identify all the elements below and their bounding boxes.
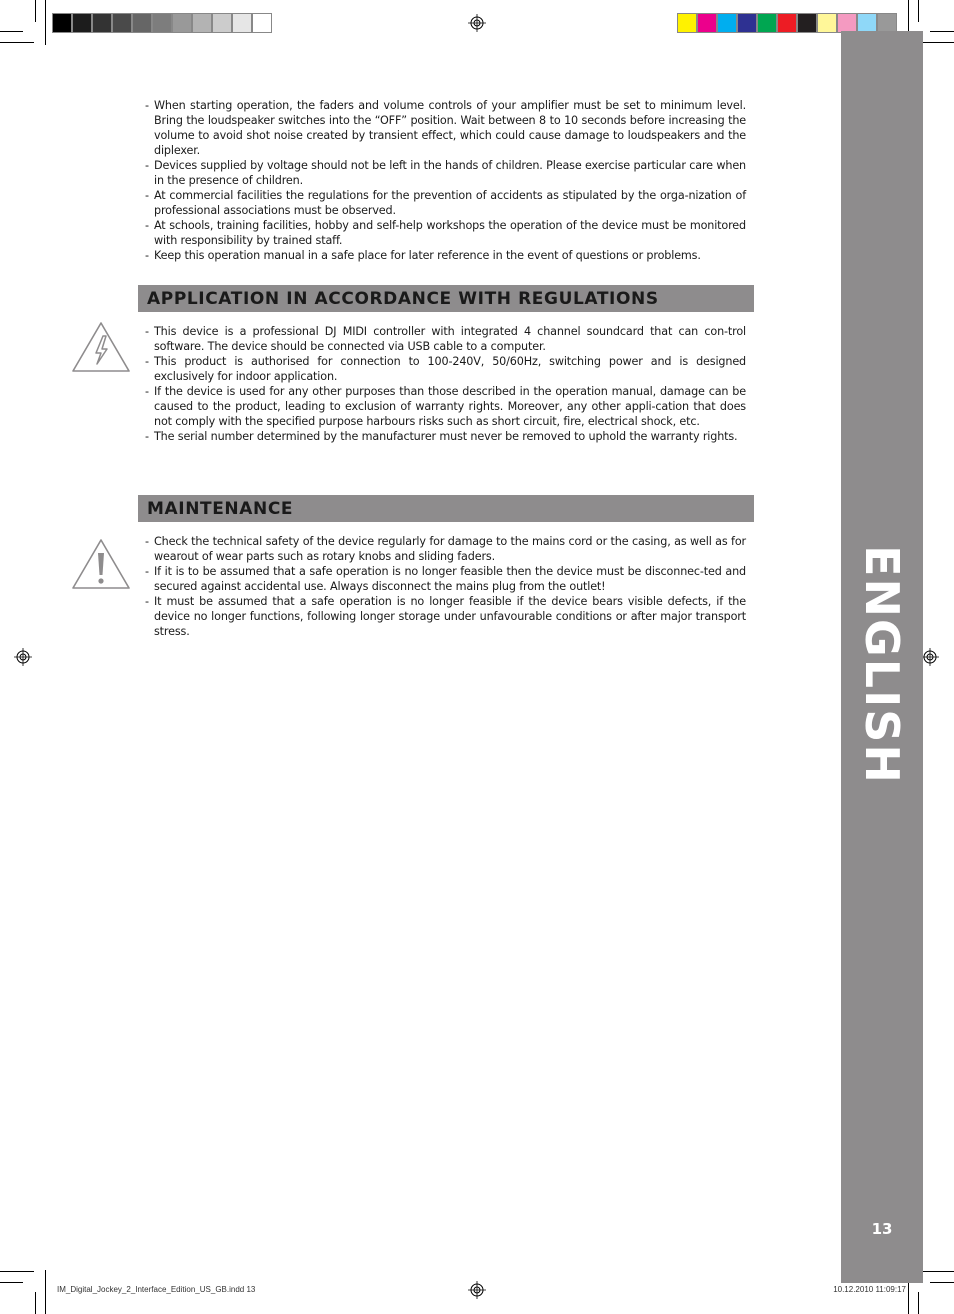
maintenance-list [144, 534, 746, 639]
list-item: - It must be assumed that a safe operation is no longer feasible if the device bears visible defects, if the device no longer functions, following longer storage under unfavourable conditions or after major transport stress. [144, 594, 746, 639]
registration-mark-icon [468, 14, 486, 32]
footer-file-info: IM_Digital_Jockey_2_Interface_Edition_US_GB.indd 13 [57, 1285, 256, 1294]
color-swatch [112, 13, 132, 33]
crop-mark [930, 1282, 954, 1283]
color-swatch [252, 13, 272, 33]
list-item: - At commercial facilities the regulations for the prevention of accidents as stipulated by the orga-nization of professional associations must be observed. [144, 188, 746, 218]
color-swatch [777, 13, 797, 33]
list-item: - This device is a professional DJ MIDI controller with integrated 4 channel soundcard that can con-trol software. The device should be connected via USB cable to a computer. [144, 324, 746, 354]
crop-mark [930, 31, 954, 32]
list-item: - At schools, training facilities, hobby and self-help workshops the operation of the device must be monitored with responsibility by trained staff. [144, 218, 746, 248]
color-swatch [737, 13, 757, 33]
crop-mark [918, 0, 919, 22]
crop-mark [0, 1282, 23, 1283]
electric-shock-warning-icon [71, 321, 131, 373]
color-swatch [857, 13, 877, 33]
color-swatch [212, 13, 232, 33]
crop-mark [920, 42, 954, 43]
color-swatch [797, 13, 817, 33]
crop-mark [0, 31, 23, 32]
crop-mark [45, 0, 46, 45]
crop-mark [0, 1271, 34, 1272]
sidebar-language-label [841, 545, 923, 785]
crop-mark [45, 1270, 46, 1314]
color-swatch [172, 13, 192, 33]
registration-mark-icon [468, 1281, 486, 1299]
application-list [144, 324, 746, 444]
list-item: - Check the technical safety of the device regularly for damage to the mains cord or the casing, as well as for wearout of wear parts such as rotary knobs and sliding faders. [144, 534, 746, 564]
crop-mark [918, 1292, 919, 1314]
color-swatch [72, 13, 92, 33]
list-item: - When starting operation, the faders and volume controls of your amplifier must be set to minimum level. Bring the loudspeaker switches into the “OFF” position. Wait between 8 to 10 seconds before increasing the volume to avoid shot noise created by transient effect, which could cause damage to loudspeakers and the diplexer. [144, 98, 746, 158]
color-swatch [697, 13, 717, 33]
application-heading-text: APPLICATION IN ACCORDANCE WITH REGULATIONS [147, 289, 659, 309]
color-swatch [717, 13, 737, 33]
footer-timestamp: 10.12.2010 11:09:17 [833, 1285, 906, 1294]
color-swatch [152, 13, 172, 33]
color-swatch [817, 13, 837, 33]
crop-mark [0, 42, 34, 43]
grayscale-color-bar [52, 13, 272, 33]
intro-safety-list [144, 98, 746, 263]
list-item: - If the device is used for any other purposes than those described in the operation manual, damage can be caused to the product, leading to exclusion of warranty rights. Moreover, any other appli-cation that does not comply with the specified purpose harbours risks such as short circuit, fire, electrical shock, etc. [144, 384, 746, 429]
color-swatch [877, 13, 897, 33]
list-item: - This product is authorised for connection to 100-240V, 50/60Hz, switching power and is designed exclusively for indoor application. [144, 354, 746, 384]
color-swatch [52, 13, 72, 33]
color-swatch [132, 13, 152, 33]
process-color-bar [677, 13, 897, 33]
maintenance-heading-text: MAINTENANCE [147, 499, 294, 519]
list-item: - The serial number determined by the manufacturer must never be removed to uphold the warranty rights. [144, 429, 746, 444]
list-item: - Keep this operation manual in a safe place for later reference in the event of questions or problems. [144, 248, 746, 263]
registration-mark-icon [14, 648, 32, 666]
color-swatch [192, 13, 212, 33]
crop-mark [35, 1292, 36, 1314]
list-item: - If it is to be assumed that a safe operation is no longer feasible then the device must be disconnec-ted and secured against accidental use. Always disconnect the mains plug from the outlet! [144, 564, 746, 594]
list-item: - Devices supplied by voltage should not be left in the hands of children. Please exercise particular care when in the presence of children. [144, 158, 746, 188]
color-swatch [837, 13, 857, 33]
crop-mark [35, 0, 36, 22]
color-swatch [232, 13, 252, 33]
color-swatch [92, 13, 112, 33]
application-section-heading [138, 285, 754, 312]
sidebar-language-text: ENGLISH [855, 545, 910, 785]
crop-mark [920, 1271, 954, 1272]
maintenance-section-heading [138, 495, 754, 522]
color-swatch [677, 13, 697, 33]
page-number: 13 [871, 1220, 893, 1238]
exclamation-warning-icon [71, 538, 131, 590]
color-swatch [757, 13, 777, 33]
registration-mark-icon [921, 648, 939, 666]
